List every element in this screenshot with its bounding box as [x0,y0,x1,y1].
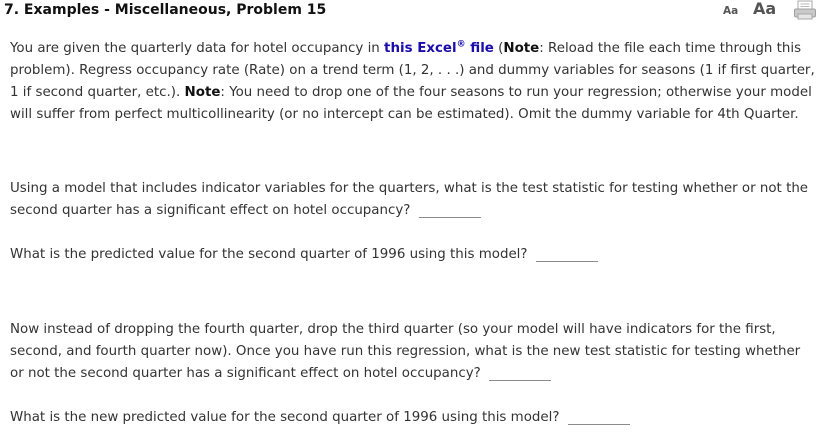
problem-title: 7. Examples - Miscellaneous, Problem 15 [4,2,327,18]
instructions-text-c: : Reload the file each time through this problem). Regress occupancy rate (Rate) on a trend term (1, 2, . . .) and dummy variables for seasons (1 if first quarter, 1 if second quarter, etc.). [10,41,815,100]
problem-instructions [10,38,816,126]
question-1-text: Using a model that includes indicator variables for the quarters, what is the test statistic for testing whether or not the second quarter has a significant effect on hotel occupancy? [10,181,809,218]
excel-link-label: this Excel [384,41,457,56]
question-3 [10,319,816,385]
question-2 [10,244,816,266]
instructions-text-b: ( [493,41,504,56]
answer-3-input[interactable] [489,366,551,381]
answer-4-input[interactable] [568,410,630,425]
question-4-text: What is the new predicted value for the second quarter of 1996 using this model? [10,410,560,425]
instructions-text-a: You are given the quarterly data for hotel occupancy in [10,41,385,56]
problem-header [0,0,826,24]
instructions-text-d: : You need to drop one of the four seasons to run your regression; otherwise your model will suffer from perfect multicollinearity (or no intercept can be estimated). Omit the dummy variable for 4th Quarter. [10,85,812,122]
question-1 [10,178,816,222]
excel-link-tail: file [465,41,494,56]
font-size-large-button[interactable]: Aa [753,0,777,18]
registered-mark: ® [456,39,466,50]
excel-file-link[interactable] [384,41,494,56]
question-4 [10,407,816,429]
answer-2-input[interactable] [536,247,598,262]
print-icon[interactable] [793,0,817,20]
note-label: Note [503,41,540,56]
question-3-text: Now instead of dropping the fourth quarter, drop the third quarter (so your model will have indicators for the first, second, and fourth quarter now). Once you have run this regression, what is the new test statistic for testing whether or not the second quarter has a significant effect on hotel occupancy? [10,322,801,381]
note-label-2: Note [184,85,221,100]
answer-1-input[interactable] [419,203,481,218]
question-2-text: What is the predicted value for the second quarter of 1996 using this model? [10,247,528,262]
font-size-small-button[interactable]: Aa [723,5,739,17]
